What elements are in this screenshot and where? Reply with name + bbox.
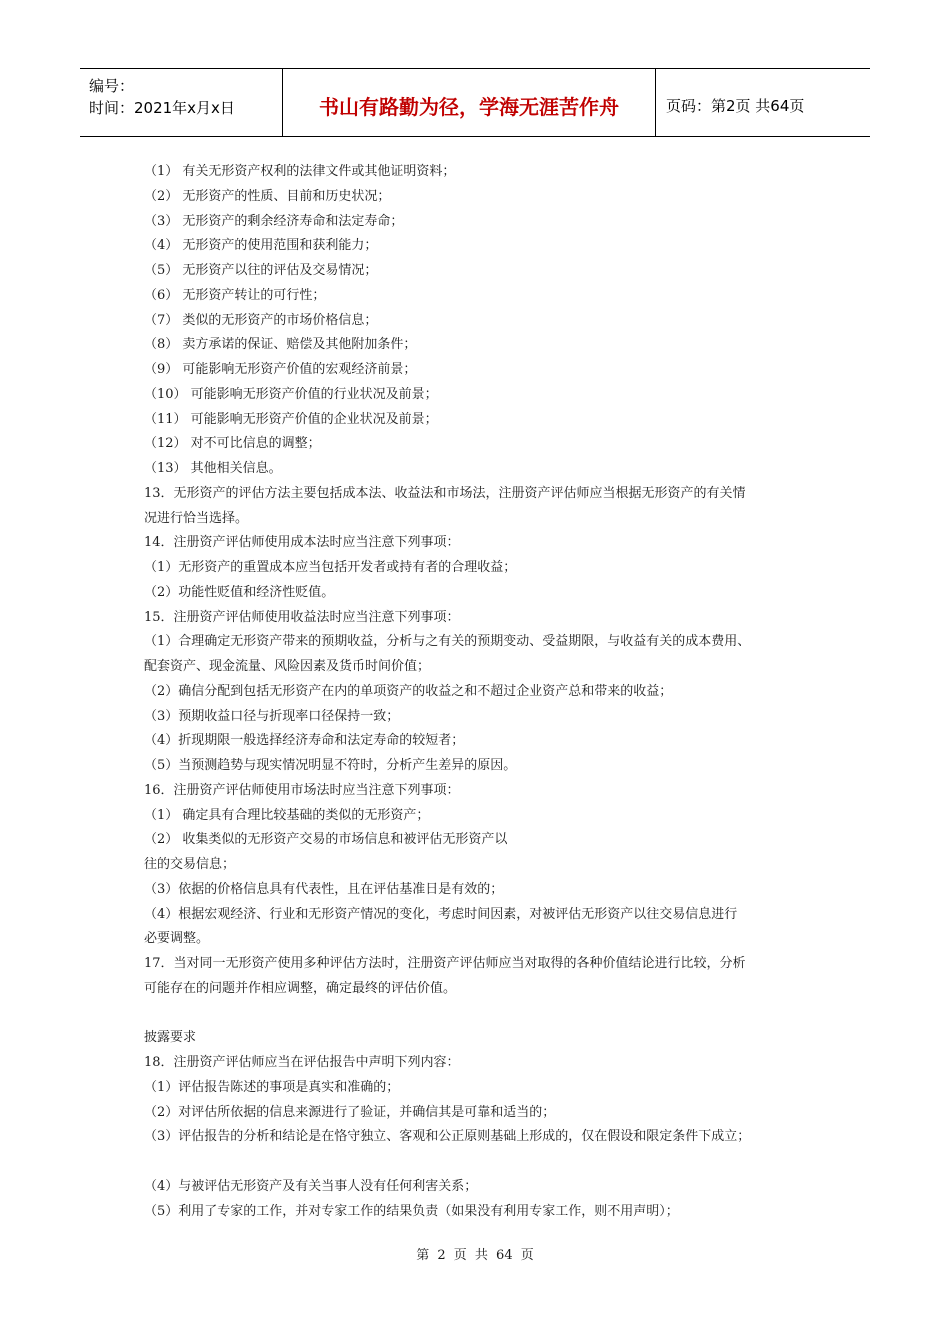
text-line: （6） 无形资产转让的可行性； — [144, 287, 326, 303]
text-line: （2） 无形资产的性质、目前和历史状况； — [144, 188, 391, 204]
text-line: 16．注册资产评估师使用市场法时应当注意下列事项： — [144, 782, 460, 798]
text-line: （13） 其他相关信息。 — [144, 461, 282, 476]
text-line: （1）评估报告陈述的事项是真实和准确的； — [144, 1079, 400, 1095]
text-line: （9） 可能影响无形资产价值的宏观经济前景； — [144, 362, 417, 377]
text-line: （5）当预测趋势与现实情况明显不符时，分析产生差异的原因。 — [144, 758, 517, 773]
document-header — [80, 68, 870, 137]
text-line: （5） 无形资产以往的评估及交易情况； — [144, 263, 378, 278]
text-line: （3）依据的价格信息具有代表性，且在评估基准日是有效的； — [144, 881, 504, 897]
text-line: 13．无形资产的评估方法主要包括成本法、收益法和市场法，注册资产评估师应当根据无形资产的有关情 — [144, 485, 746, 501]
blank-line — [144, 1002, 824, 1027]
text-line: （4）根据宏观经济、行业和无形资产情况的变化，考虑时间因素，对被评估无形资产以往交易信息进行 — [144, 906, 738, 922]
header-motto: 书山有路勤为径，学海无涯苦作舟 — [282, 69, 656, 136]
text-line: （5）利用了专家的工作，并对专家工作的结果负责（如果没有利用专家工作，则不用声明）； — [144, 1203, 679, 1219]
text-line: 披露要求 — [144, 1030, 197, 1046]
text-line: （8） 卖方承诺的保证、赔偿及其他附加条件； — [144, 337, 417, 353]
text-line: （2） 收集类似的无形资产交易的市场信息和被评估无形资产以 — [144, 832, 508, 848]
text-line: （3） 无形资产的剩余经济寿命和法定寿命； — [144, 213, 404, 229]
text-line: （3）评估报告的分析和结论是在恪守独立、客观和公正原则基础上形成的，仅在假设和限定条件下成立； — [144, 1129, 751, 1145]
text-line: 15．注册资产评估师使用收益法时应当注意下列事项： — [144, 609, 460, 625]
text-line: 况进行恰当选择。 — [144, 510, 249, 526]
page-footer: 第 2 页 共 64 页 — [416, 1248, 534, 1263]
text-line: 必要调整。 — [144, 931, 210, 947]
text-line: （4）折现期限一般选择经济寿命和法定寿命的较短者； — [144, 733, 465, 749]
text-line: 可能存在的问题并作相应调整，确定最终的评估价值。 — [144, 980, 457, 996]
text-line: （12） 对不可比信息的调整； — [144, 436, 321, 452]
text-line: 配套资产、现金流量、风险因素及货币时间价值； — [144, 659, 431, 674]
text-line: 18．注册资产评估师应当在评估报告中声明下列内容： — [144, 1055, 460, 1070]
blank-line — [144, 1150, 824, 1175]
document-number-label: 编号： — [89, 77, 135, 95]
text-line: （1）无形资产的重置成本应当包括开发者或持有者的合理收益； — [144, 560, 517, 575]
text-line: （4） 无形资产的使用范围和获利能力； — [144, 238, 378, 254]
text-line: （1） 确定具有合理比较基础的类似的无形资产； — [144, 807, 430, 823]
text-line: （3）预期收益口径与折现率口径保持一致； — [144, 708, 400, 724]
header-meta — [80, 69, 282, 136]
document-date: 时间：2021年x月x日 — [89, 99, 235, 117]
text-line: （11） 可能影响无形资产价值的企业状况及前景； — [144, 411, 438, 427]
text-line: （4）与被评估无形资产及有关当事人没有任何利害关系； — [144, 1178, 478, 1194]
text-line: （1）合理确定无形资产带来的预期收益，分析与之有关的预期变动、受益期限，与收益有关的成本费用、 — [144, 634, 751, 650]
text-line: （2）对评估所依据的信息来源进行了验证，并确信其是可靠和适当的； — [144, 1104, 556, 1120]
text-line: 14．注册资产评估师使用成本法时应当注意下列事项： — [144, 535, 460, 551]
header-page-info: 页码：第2页 共64页 — [666, 97, 805, 115]
text-line: （2）功能性贬值和经济性贬值。 — [144, 584, 335, 600]
text-line: （2）确信分配到包括无形资产在内的单项资产的收益之和不超过企业资产总和带来的收益； — [144, 683, 673, 699]
text-line: 往的交易信息； — [144, 857, 236, 872]
text-line: （1） 有关无形资产权利的法律文件或其他证明资料； — [144, 164, 456, 179]
text-line: （7） 类似的无形资产的市场价格信息； — [144, 312, 378, 328]
text-line: （10） 可能影响无形资产价值的行业状况及前景； — [144, 386, 438, 402]
text-line: 17．当对同一无形资产使用多种评估方法时，注册资产评估师应当对取得的各种价值结论进行比较，分析 — [144, 956, 746, 971]
document-body — [144, 160, 824, 1224]
